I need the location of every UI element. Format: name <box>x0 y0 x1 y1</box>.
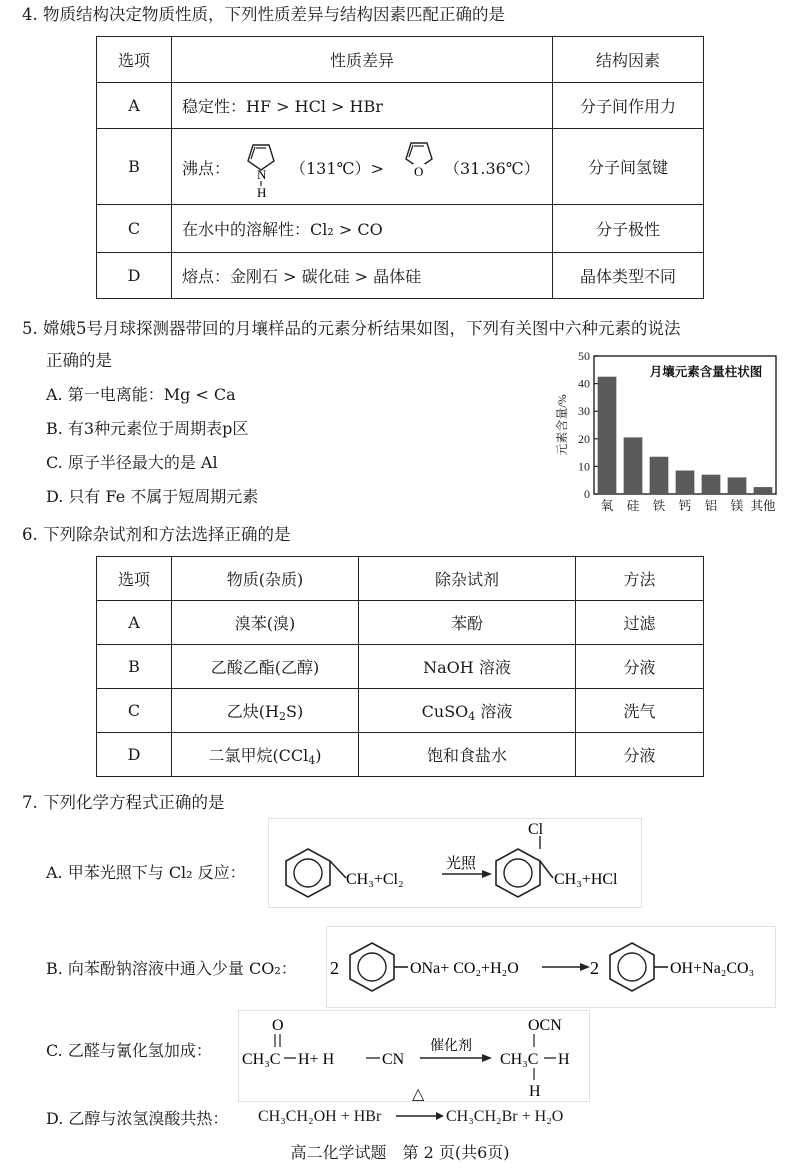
table-header-cell: 物质(杂质) <box>172 557 359 601</box>
q4-table <box>96 36 704 299</box>
q7-option-a-equation <box>268 818 642 908</box>
eq-c-product: CH₃C <box>500 1051 539 1068</box>
table-header-cell: 性质差异 <box>172 37 553 83</box>
q5-option-a: A. 第一电离能：Mg < Ca <box>46 385 236 404</box>
reagent-text: CuSO <box>421 702 469 721</box>
chart-title: 月壤元素含量柱状图 <box>649 365 763 379</box>
reagent-cell <box>359 689 576 733</box>
benzene-ring-icon <box>350 943 394 991</box>
q5-stem-line1: 5. 嫦娥5号月球探测器带回的月壤样品的元素分析结果如图，下列有关图中六种元素的说法 <box>22 319 681 338</box>
x-tick-label: 其他 <box>750 499 776 513</box>
bar-2 <box>650 457 669 494</box>
eq-d-right: CH₃CH₂Br + H₂O <box>446 1108 564 1125</box>
table-header-cell: 方法 <box>576 557 704 601</box>
substance-cell: 溴苯(溴) <box>172 601 359 645</box>
page-footer: 高二化学试题 第 2 页(共6页) <box>290 1143 510 1162</box>
eq-c-ch3c: CH₃C <box>242 1051 281 1068</box>
moon-soil-bar-chart <box>548 348 784 516</box>
table-row <box>97 557 704 601</box>
bar-6 <box>754 487 773 494</box>
arrow-icon <box>396 1110 444 1122</box>
table-header-cell: 除杂试剂 <box>359 557 576 601</box>
q6-stem: 6. 下列除杂试剂和方法选择正确的是 <box>22 525 291 544</box>
option-cell: C <box>97 205 172 253</box>
eq-a-left: CH₃+Cl₂ <box>346 871 404 888</box>
furan-structure-icon <box>396 134 442 184</box>
table-header-cell: 选项 <box>97 37 172 83</box>
q7-stem: 7. 下列化学方程式正确的是 <box>22 793 225 812</box>
table-row <box>97 129 704 205</box>
q6-table <box>96 556 704 777</box>
substance-cell <box>172 733 359 777</box>
eq-b-left: ONa+ CO₂+H₂O <box>410 960 519 977</box>
bar-4 <box>702 475 721 494</box>
x-tick-label: 硅 <box>626 499 640 513</box>
method-cell: 过滤 <box>576 601 704 645</box>
substance-text: ) <box>315 746 322 765</box>
y-tick-label: 10 <box>578 459 590 474</box>
q5-option-d: D. 只有 Fe 不属于短周期元素 <box>46 487 259 506</box>
eq-d-left: CH₃CH₂OH + HBr <box>258 1108 382 1125</box>
reagent-cell: 苯酚 <box>359 601 576 645</box>
reagent-cell: NaOH 溶液 <box>359 645 576 689</box>
x-tick-label: 铁 <box>652 499 666 513</box>
method-cell: 分液 <box>576 733 704 777</box>
eq-c-h2: H <box>529 1083 541 1100</box>
table-header-cell: 选项 <box>97 557 172 601</box>
bar-3 <box>676 471 695 494</box>
eq-a-cl: Cl <box>528 821 544 838</box>
option-cell: D <box>97 733 172 777</box>
q7-option-a-label: A. 甲苯光照下与 Cl₂ 反应： <box>46 863 246 882</box>
method-cell: 分液 <box>576 645 704 689</box>
x-tick-label: 镁 <box>730 499 744 513</box>
eq-d-condition: △ <box>412 1084 425 1103</box>
y-axis-label: 元素含量/% <box>555 394 569 456</box>
arrow-icon <box>482 870 492 878</box>
eq-c-ocn: OCN <box>528 1017 562 1034</box>
table-header-cell: 结构因素 <box>553 37 704 83</box>
table-row <box>97 733 704 777</box>
table-row <box>97 645 704 689</box>
benzene-ring-icon <box>496 849 540 897</box>
q7-option-b-equation <box>326 926 776 1008</box>
factor-cell: 分子间氢键 <box>553 129 704 205</box>
arrow-icon <box>580 963 590 971</box>
arrow-icon <box>482 1054 492 1062</box>
factor-cell: 晶体类型不同 <box>553 253 704 299</box>
factor-cell: 分子极性 <box>553 205 704 253</box>
eq-b-right: OH+Na₂CO₃ <box>670 960 755 977</box>
eq-c-condition: 催化剂 <box>430 1039 472 1054</box>
benzene-ring-icon <box>610 943 654 991</box>
option-cell: A <box>97 601 172 645</box>
property-cell <box>172 129 553 205</box>
eq-c-o: O <box>272 1017 284 1034</box>
x-tick-label: 氧 <box>600 499 614 513</box>
property-cell: 稳定性：HF > HCl > HBr <box>172 83 553 129</box>
q7-option-c-label: C. 乙醛与氰化氢加成： <box>46 1041 212 1060</box>
substance-text: S) <box>286 702 304 721</box>
benzene-ring-icon <box>286 849 330 897</box>
factor-cell: 分子间作用力 <box>553 83 704 129</box>
option-cell: A <box>97 83 172 129</box>
table-row <box>97 253 704 299</box>
option-cell: D <box>97 253 172 299</box>
substance-text: 乙炔(H <box>226 702 279 721</box>
q5-option-b: B. 有3种元素位于周期表p区 <box>46 419 249 438</box>
boiling-point-2: （31.36℃） <box>444 158 540 178</box>
eq-c-h-plus: H+ H <box>298 1051 335 1068</box>
boiling-point-label: 沸点： <box>182 158 231 178</box>
table-row <box>97 205 704 253</box>
y-tick-label: 40 <box>578 376 590 391</box>
subscript: 4 <box>308 754 316 767</box>
reagent-cell: 饱和食盐水 <box>359 733 576 777</box>
pyrrole-n-label: N <box>257 166 267 182</box>
option-cell: B <box>97 645 172 689</box>
x-tick-label: 铝 <box>704 499 718 513</box>
eq-a-condition: 光照 <box>446 856 477 872</box>
option-cell: B <box>97 129 172 205</box>
q7-option-d-label: D. 乙醇与浓氢溴酸共热： <box>46 1109 229 1128</box>
property-cell: 在水中的溶解性：Cl₂ > CO <box>172 205 553 253</box>
substance-cell <box>172 689 359 733</box>
eq-c-h1: H <box>558 1051 570 1068</box>
bar-1 <box>624 437 643 494</box>
table-row <box>97 83 704 129</box>
y-tick-label: 20 <box>578 431 590 446</box>
option-cell: C <box>97 689 172 733</box>
bar-0 <box>598 377 617 494</box>
subscript: 2 <box>279 710 286 723</box>
reagent-text: 溶液 <box>475 702 513 721</box>
q5-option-c: C. 原子半径最大的是 Al <box>46 453 218 472</box>
furan-o-label: O <box>414 163 424 179</box>
substance-cell: 乙酸乙酯(乙醇) <box>172 645 359 689</box>
boiling-point-1: （131℃）> <box>290 158 384 178</box>
subscript: 4 <box>468 710 476 723</box>
q4-stem: 4. 物质结构决定物质性质，下列性质差异与结构因素匹配正确的是 <box>22 5 505 24</box>
table-row <box>97 689 704 733</box>
eq-c-cn: CN <box>382 1051 405 1068</box>
table-row <box>97 601 704 645</box>
eq-b-coef2: 2 <box>590 958 599 978</box>
pyrrole-structure-icon <box>238 134 284 198</box>
q7-option-b-label: B. 向苯酚钠溶液中通入少量 CO₂： <box>46 959 297 978</box>
pyrrole-h-label: H <box>257 184 267 198</box>
q5-stem-line2: 正确的是 <box>46 351 112 370</box>
method-cell: 洗气 <box>576 689 704 733</box>
table-row <box>97 37 704 83</box>
eq-b-coef1: 2 <box>330 958 339 978</box>
x-tick-label: 钙 <box>678 499 692 513</box>
substance-text: 二氯甲烷(CCl <box>208 746 309 765</box>
y-tick-label: 50 <box>578 349 590 363</box>
y-tick-label: 30 <box>578 404 590 419</box>
y-tick-label: 0 <box>584 487 590 501</box>
property-cell: 熔点：金刚石 > 碳化硅 > 晶体硅 <box>172 253 553 299</box>
eq-a-right: CH₃+HCl <box>554 871 618 888</box>
bar-5 <box>728 477 747 494</box>
